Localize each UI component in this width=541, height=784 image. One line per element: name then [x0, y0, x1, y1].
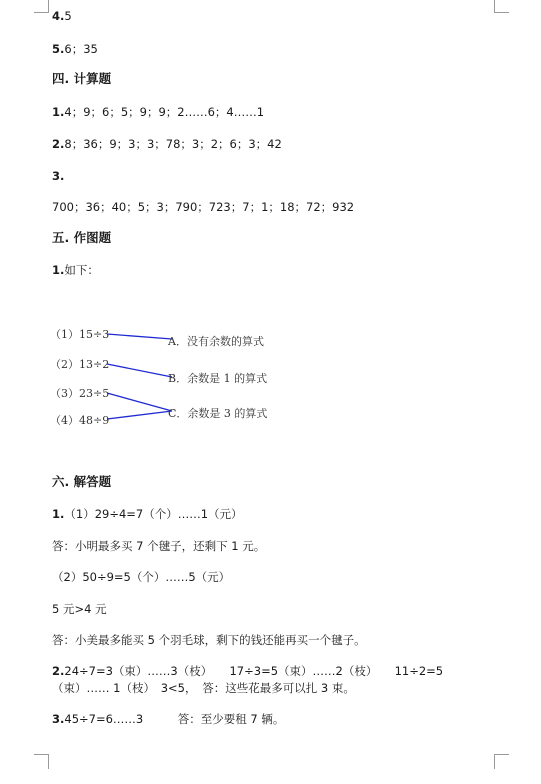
left-item: （4）48÷9: [50, 414, 110, 427]
match-line-4-c: [107, 411, 172, 419]
answer-line: 4.5: [52, 9, 72, 23]
section-heading: 四. 计算题: [52, 71, 112, 86]
answer-line: （2）50÷9=5（个）……5（元）: [52, 570, 231, 584]
answer-line: 700；36；40；5；3；790；723；7；1；18；72；932: [52, 200, 355, 214]
answer-line: 3.: [52, 169, 65, 183]
matching-diagram: [50, 322, 290, 432]
answer-line: 答：小明最多买 7 个毽子，还剩下 1 元。: [52, 539, 266, 553]
left-item: （2）13÷2: [50, 358, 110, 371]
match-line-2-b: [107, 364, 172, 377]
answer-line: 1.如下：: [52, 263, 99, 277]
corner-mark-bottom-left: [34, 754, 49, 769]
corner-mark-top-left: [34, 0, 49, 13]
right-item: C．余数是 3 的算式: [168, 407, 268, 420]
answer-line: 1.4；9；6；5；9；9；2……6；4……1: [52, 105, 265, 119]
corner-mark-top-right: [494, 0, 509, 13]
answer-line: 3.45÷7=6……3 答：至少要租 7 辆。: [52, 712, 285, 726]
match-line-1-a: [107, 334, 172, 339]
answer-line: 5.6；35: [52, 42, 98, 56]
right-item: B．余数是 1 的算式: [168, 372, 268, 385]
answer-line: 2.8；36；9；3；3；78；3；2；6；3；42: [52, 137, 282, 151]
answer-line: 答：小美最多能买 5 个羽毛球，剩下的钱还能再买一个毽子。: [52, 633, 366, 647]
answer-line: 1.（1）29÷4=7（个）……1（元）: [52, 507, 243, 521]
left-item: （3）23÷5: [50, 387, 110, 400]
right-item: A．没有余数的算式: [168, 335, 264, 348]
section-heading: 六. 解答题: [52, 474, 112, 489]
section-heading: 五. 作图题: [52, 230, 112, 245]
match-line-3-c: [107, 393, 172, 411]
answer-line: 2.24÷7=3（束）……3（枝） 17÷3=5（束）……2（枝） 11÷2=5（束）…… 1（枝） 3<5， 答：这些花最多可以扎 3 束。: [52, 664, 444, 695]
corner-mark-bottom-right: [494, 754, 509, 769]
left-item: （1）15÷3: [50, 328, 110, 341]
answer-line: 5 元>4 元: [52, 602, 107, 616]
